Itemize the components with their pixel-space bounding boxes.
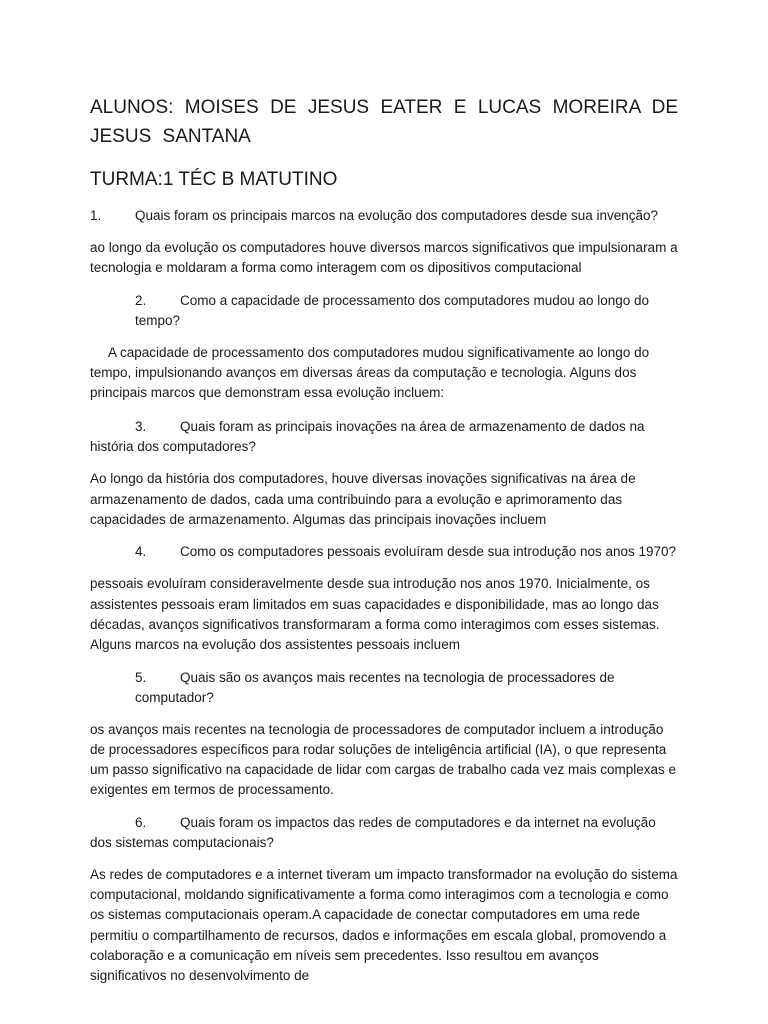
question-1	[90, 206, 678, 226]
question-text: Como a capacidade de processamento dos computadores mudou ao longo do tempo?	[135, 292, 650, 328]
question-3	[90, 417, 678, 457]
question-number: 1.	[90, 208, 102, 223]
answer-2: A capacidade de processamento dos computadores mudou significativamente ao longo do tempo, impulsionando avanços em diversas áreas da computação e tecnologia. Alguns dos principais marcos que demonstram essa evolução incluem:	[90, 344, 650, 401]
question-number: 5.	[135, 669, 147, 685]
students-heading: ALUNOS: MOISES DE JESUS EATER E LUCAS MOREIRA DE JESUS SANTANA	[90, 97, 678, 147]
question-text: Como os computadores pessoais evoluíram desde sua introdução nos anos 1970?	[180, 544, 677, 560]
question-number: 4.	[135, 544, 147, 560]
question-text: Quais foram os impactos das redes de computadores e da internet na evolução dos sistemas computacionais?	[90, 814, 656, 850]
question-6	[90, 813, 678, 853]
question-text: Quais foram as principais inovações na área de armazenamento de dados na história dos computadores?	[90, 419, 645, 455]
question-number: 3.	[135, 419, 147, 435]
question-4	[90, 542, 678, 562]
question-text: Quais são os avanços mais recentes na tecnologia de processadores de computador?	[135, 669, 615, 705]
answer-3: Ao longo da história dos computadores, houve diversas inovações significativas na área de armazenamento de dados, cada uma contribuindo para a evolução e aprimoramento das capacidades de armazenamento. Algumas das principais inovações incluem	[90, 471, 636, 528]
class-heading: TURMA:1 TÉC B MATUTINO	[90, 169, 338, 190]
question-number: 6.	[135, 814, 147, 830]
question-2	[90, 291, 678, 331]
answer-5: os avanços mais recentes na tecnologia de processadores de computador incluem a introdução de processadores específicos para rodar soluções de inteligência artificial (IA), o que representa um passo significativo na capacidade de lidar com cargas de trabalho cada vez mais complexas e exigentes em termos de processamento.	[90, 721, 677, 798]
question-number: 2.	[135, 292, 147, 308]
answer-6: As redes de computadores e a internet tiveram um impacto transformador na evolução do sistema computacional, moldando significativamente a forma como interagimos com a tecnologia e como os sistemas computacionais operam.A capacidade de conectar computadores em uma rede permitiu o compartilhamento de recursos, dados e informações em escala global, promovendo a colaboração e a comunicação em níveis sem precedentes. Isso resultou em avanços significativos no desenvolvimento de	[90, 866, 678, 984]
answer-1: ao longo da evolução os computadores houve diversos marcos significativos que impulsionaram a tecnologia e moldaram a forma como interagem com os dipositivos computacional	[90, 240, 678, 276]
question-text: Quais foram os principais marcos na evolução dos computadores desde sua invenção?	[135, 208, 659, 223]
question-5	[90, 668, 678, 708]
document-body	[90, 93, 678, 987]
answer-4: pessoais evoluíram consideravelmente desde sua introdução nos anos 1970. Inicialmente, os assistentes pessoais eram limitados em suas capacidades e disponibilidade, mas ao longo das décadas, avanços significativos transformaram a forma como interagimos com esses sistemas. Alguns marcos na evolução dos assistentes pessoais incluem	[90, 576, 660, 653]
